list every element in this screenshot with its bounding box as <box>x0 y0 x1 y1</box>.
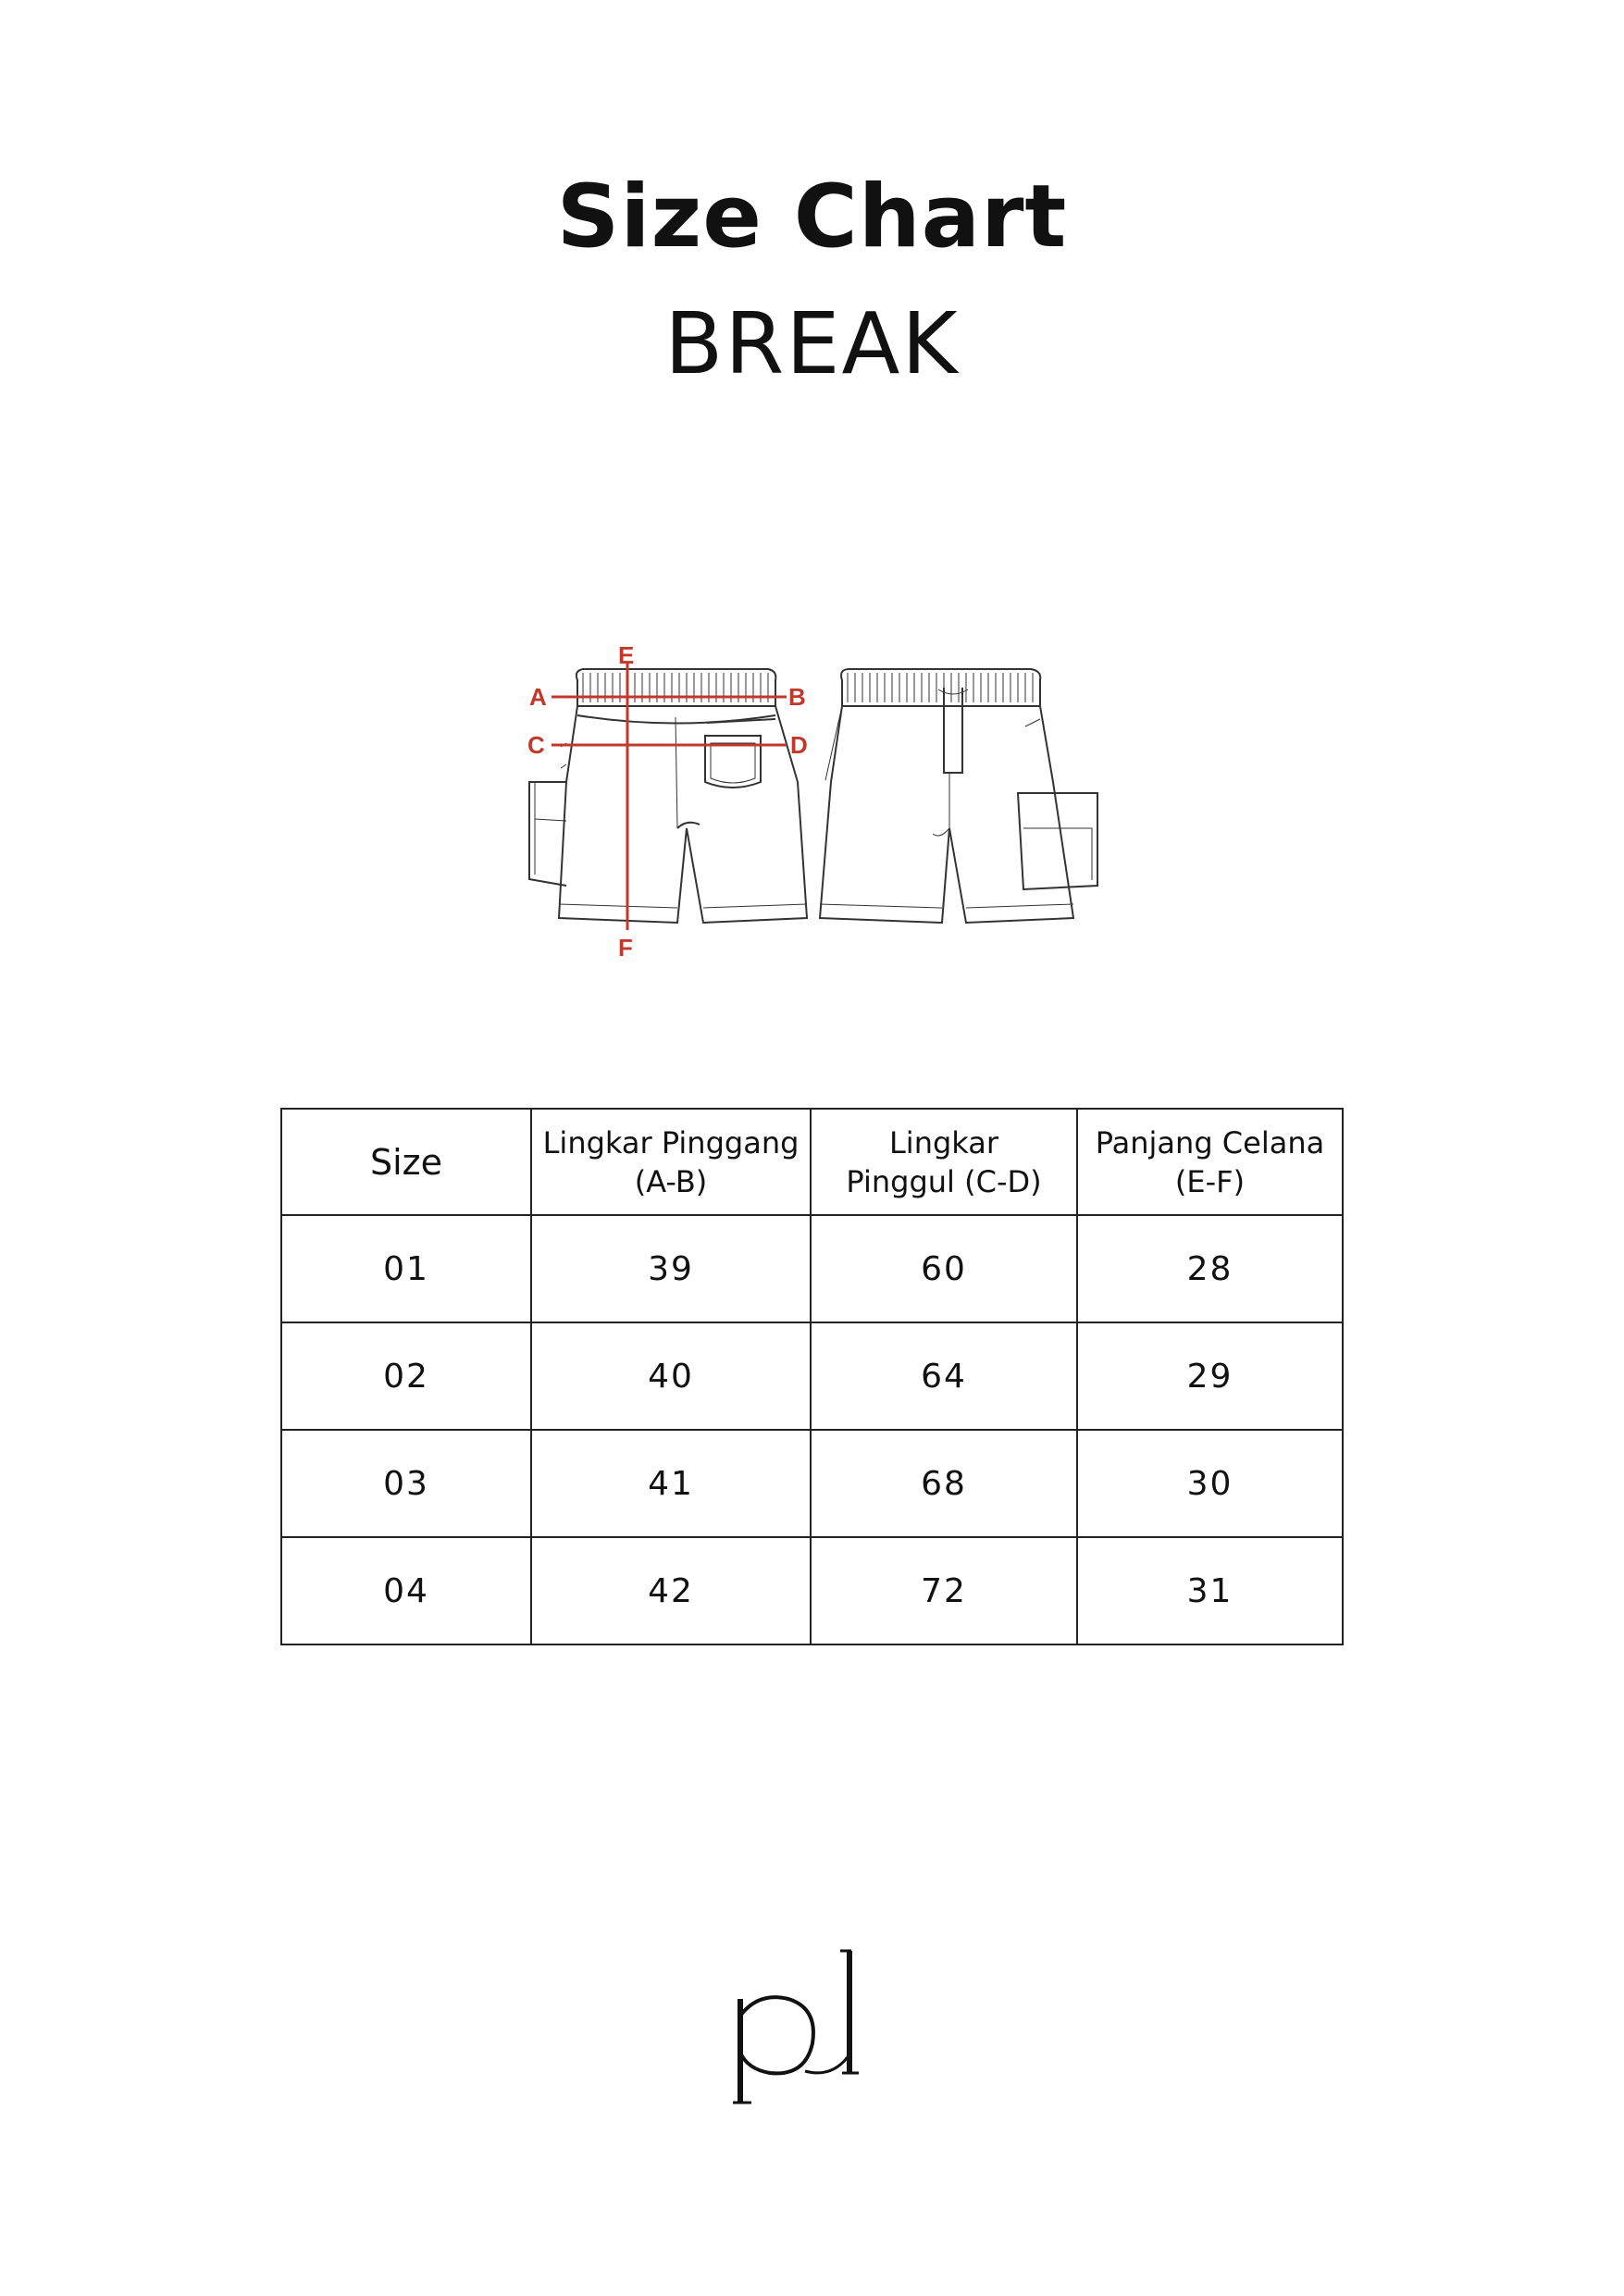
header-hip <box>811 1109 1077 1215</box>
product-name: BREAK <box>664 294 960 393</box>
label-c: C <box>527 731 545 759</box>
cell-size: 02 <box>281 1322 531 1430</box>
header-length-line1: Panjang Celana <box>1095 1124 1325 1160</box>
page-title: Size Chart <box>556 167 1068 267</box>
label-e: E <box>618 643 635 669</box>
header-hip-line2: Pinggul (C-D) <box>846 1163 1042 1199</box>
header-length-line2: (E-F) <box>1174 1163 1246 1199</box>
cell-hip: 64 <box>811 1322 1077 1430</box>
size-table <box>280 1108 1344 1645</box>
label-d: D <box>790 731 808 759</box>
cell-hip: 68 <box>811 1430 1077 1537</box>
label-f: F <box>618 934 633 962</box>
cell-hip: 60 <box>811 1215 1077 1322</box>
table-row <box>281 1215 1343 1322</box>
table-row <box>281 1537 1343 1644</box>
cell-length: 28 <box>1077 1215 1343 1322</box>
cell-length: 31 <box>1077 1537 1343 1644</box>
header-waist-line1: Lingkar Pinggang <box>542 1124 800 1160</box>
header-length <box>1077 1109 1343 1215</box>
cell-waist: 39 <box>531 1215 811 1322</box>
table-row <box>281 1430 1343 1537</box>
header-size: Size <box>281 1109 531 1215</box>
label-a: A <box>529 683 547 711</box>
brand-logo <box>731 1943 861 2110</box>
table-header-row <box>281 1109 1343 1215</box>
header-waist <box>531 1109 811 1215</box>
cell-size: 03 <box>281 1430 531 1537</box>
cell-size: 01 <box>281 1215 531 1322</box>
cell-waist: 40 <box>531 1322 811 1430</box>
cell-size: 04 <box>281 1537 531 1644</box>
shorts-measurement-diagram <box>481 643 1110 967</box>
shorts-front-view <box>820 669 1097 923</box>
cell-length: 29 <box>1077 1322 1343 1430</box>
label-b: B <box>788 683 806 711</box>
header-hip-line1: Lingkar <box>888 1124 999 1160</box>
cell-hip: 72 <box>811 1537 1077 1644</box>
cell-length: 30 <box>1077 1430 1343 1537</box>
cell-waist: 42 <box>531 1537 811 1644</box>
cell-waist: 41 <box>531 1430 811 1537</box>
shorts-back-view <box>529 669 807 923</box>
table-row <box>281 1322 1343 1430</box>
header-waist-line2: (A-B) <box>634 1163 708 1199</box>
